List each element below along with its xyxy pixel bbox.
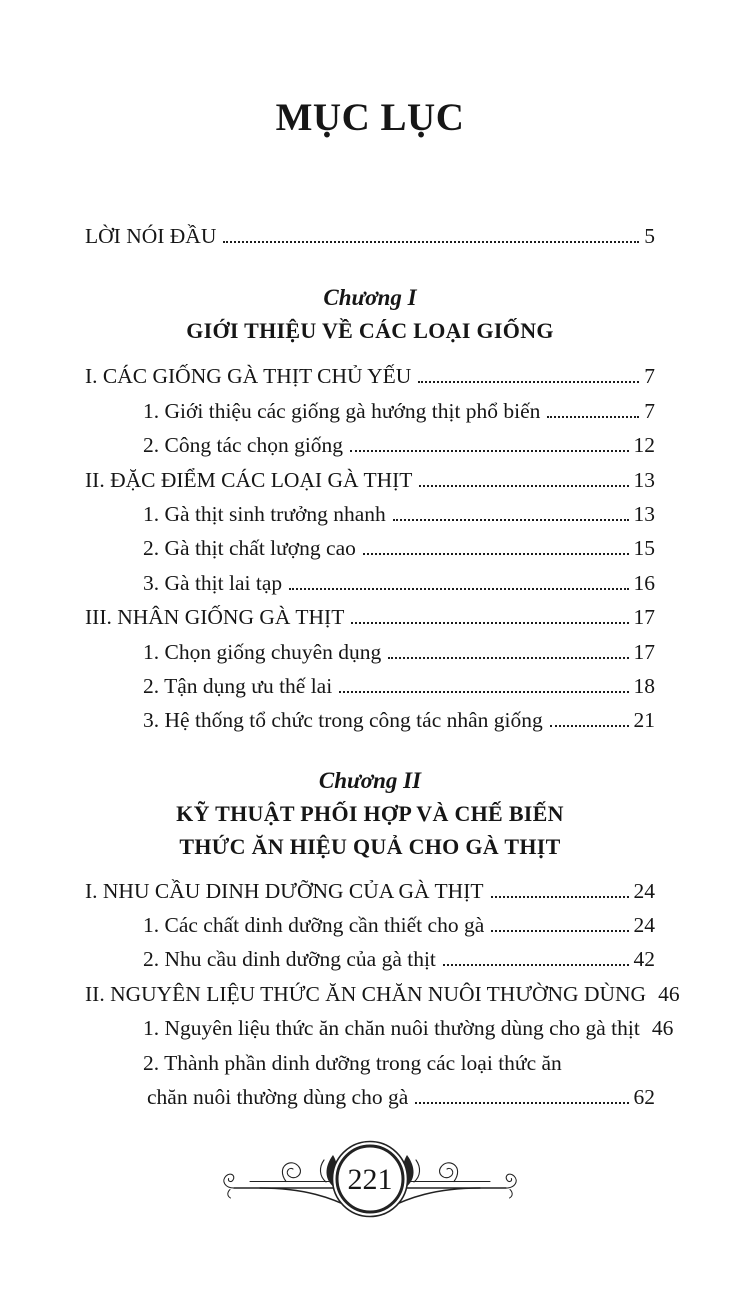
toc-entry-page: 18 [633,673,655,698]
chapter-2-entries [85,874,680,1115]
dot-leader [491,896,629,898]
dot-leader [339,691,628,693]
toc-entry-page: 7 [644,364,655,389]
toc-entry-page: 7 [644,398,655,423]
toc-entry [85,977,680,1011]
dot-leader [418,381,639,383]
toc-entry-wrapped-line-1 [85,1046,655,1080]
toc-entry-label: II. ĐẶC ĐIỂM CÁC LOẠI GÀ THỊT [85,467,413,492]
toc-entry-page: 24 [633,913,655,938]
toc-entry [85,531,655,565]
toc-entry-label: I. NHU CẦU DINH DƯỠNG CỦA GÀ THỊT [85,878,484,903]
toc-entry-label: I. CÁC GIỐNG GÀ THỊT CHỦ YẾU [85,364,412,389]
toc-entry [85,463,655,497]
dot-leader [393,519,629,521]
toc-entry [85,1011,674,1045]
toc-entry-label: 2. Tận dụng ưu thế lai [143,673,333,698]
toc-entry-page: 21 [633,708,655,733]
dot-leader [547,416,639,418]
toc-entry-label: LỜI NÓI ĐẦU [85,224,217,248]
toc-entry [85,908,655,942]
dot-leader [388,657,628,659]
toc-entry [85,428,655,462]
toc-entry-label: 2. Công tác chọn giống [143,433,344,458]
toc-entry [85,497,655,531]
dot-leader [419,485,628,487]
toc-entry-label: II. NGUYÊN LIỆU THỨC ĂN CHĂN NUÔI THƯỜNG DÙNG [85,981,647,1006]
chapter-1-title: GIỚI THIỆU VỀ CÁC LOẠI GIỐNG [186,318,554,344]
toc-entry [85,669,655,703]
toc-entry-page: 5 [644,224,655,248]
toc-entry-page: 24 [633,878,655,903]
page-title: MỤC LỤC [275,96,465,139]
toc-entry-label: 1. Các chất dinh dưỡng cần thiết cho gà [143,913,485,938]
toc-entry [85,394,655,428]
dot-leader [491,930,628,932]
dot-leader [363,553,629,555]
dot-leader [289,588,628,590]
toc-entry-label: 3. Hệ thống tổ chức trong công tác nhân giống [143,708,543,733]
chapter-1-heading: Chương I [323,285,417,311]
toc-entry-label: 1. Gà thịt sinh trưởng nhanh [143,501,386,526]
toc-entry [85,359,655,393]
chapter-2-title-line-2: THỨC ĂN HIỆU QUẢ CHO GÀ THỊT [179,833,561,859]
toc-entry-page: 62 [633,1085,655,1110]
toc-entry-label: 2. Gà thịt chất lượng cao [143,536,356,561]
toc-entry-page: 13 [633,467,655,492]
toc-entry-page: 16 [633,570,655,595]
dot-leader [350,450,628,452]
toc-entry [85,635,655,669]
chapter-2-heading: Chương II [318,767,422,793]
dot-leader [443,964,629,966]
toc-entry-label: 1. Nguyên liệu thức ăn chăn nuôi thường dùng cho gà thịt [143,1016,640,1041]
toc-entry [85,942,655,976]
toc-entry [85,703,655,737]
dot-leader [415,1102,628,1104]
toc-entry-preface [85,219,655,253]
folio-page-number: 221 [347,1163,393,1197]
toc-entry-label: 1. Chọn giống chuyên dụng [143,639,382,664]
toc-entry-page: 17 [633,605,655,630]
toc-entry-wrapped-line-2 [85,1080,655,1114]
toc-entry-label: III. NHÂN GIỐNG GÀ THỊT [85,605,345,630]
toc-entry-page: 46 [651,1016,674,1041]
toc-entry-label: 3. Gà thịt lai tạp [143,570,283,595]
toc-entry [85,874,655,908]
page-number-ornament [85,1136,655,1227]
toc-entry [85,600,655,634]
dot-leader [223,241,639,243]
toc-entry-page: 15 [633,536,655,561]
dot-leader [550,725,629,727]
toc-entry-label: 2. Thành phần dinh dưỡng trong các loại thức ăn [143,1050,562,1075]
ornament-flourish-icon [220,1136,520,1222]
toc-entry-page: 12 [633,433,655,458]
toc-entry [85,566,655,600]
toc-entry-label: 2. Nhu cầu dinh dưỡng của gà thịt [143,947,436,972]
toc-entry-label: chăn nuôi thường dùng cho gà [147,1085,409,1110]
dot-leader [351,622,628,624]
toc-entry-page: 13 [633,501,655,526]
chapter-1-entries [85,359,655,737]
toc-entry-label: 1. Giới thiệu các giống gà hướng thịt phổ biến [143,398,541,423]
toc-entry-page: 46 [658,981,680,1006]
toc-entry-page: 17 [633,639,655,664]
toc-entry-page: 42 [633,947,655,972]
chapter-2-title-line-1: KỸ THUẬT PHỐI HỢP VÀ CHẾ BIẾN [176,800,564,826]
